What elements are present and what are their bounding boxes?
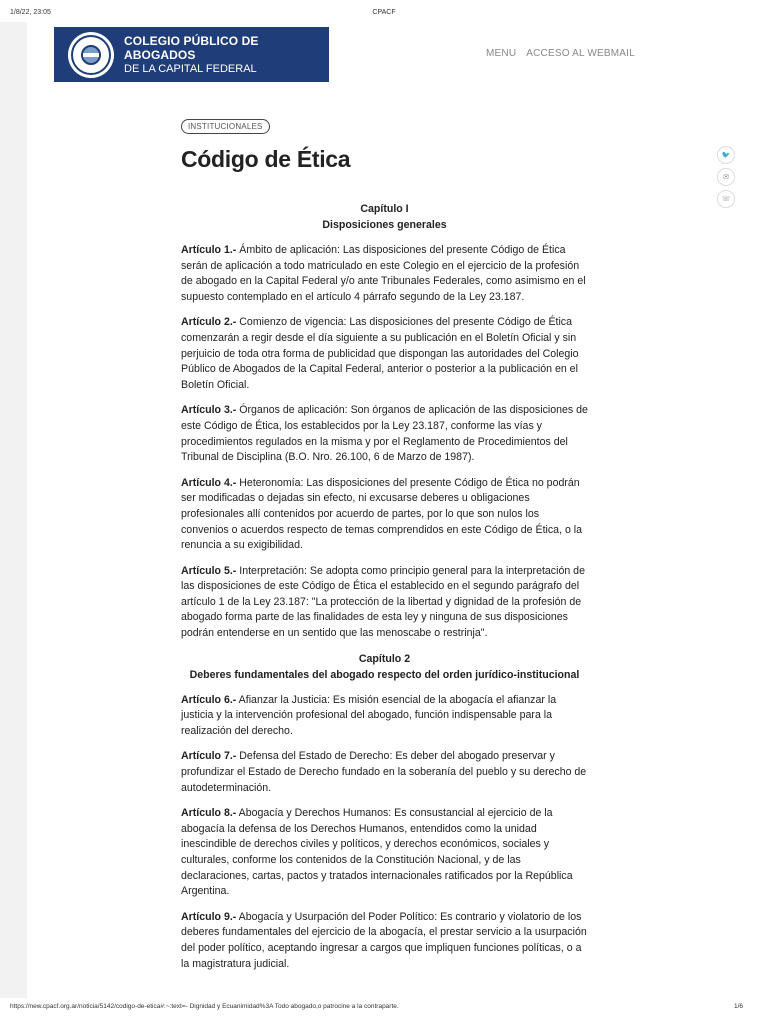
footer-page-number: 1/6 <box>733 1003 743 1010</box>
article-paragraph <box>181 749 588 796</box>
article-body: Interpretación: Se adopta como principio general para la interpretación de las disposiciones de este Código de Ética el establecido en el segundo parágrafo del artículo 1 de la Ley 23.187: "La protección de la libertad y dignidad de la profesión de abogado forma parte de las finalidades de esta ley y ninguna de sus disposiciones podrán entenderse en un sentido que las menoscabe o restrinja". <box>181 564 585 640</box>
chapter-heading <box>181 651 588 683</box>
article-number: Artículo 9.- <box>181 910 237 923</box>
article-number: Artículo 6.- <box>181 693 237 706</box>
coat-of-arms-icon <box>68 32 114 78</box>
print-header <box>0 9 768 21</box>
print-footer <box>0 1003 768 1013</box>
article-body: Ámbito de aplicación: Las disposiciones del presente Código de Ética serán de aplicación a todo matriculado en este Colegio en el ejercicio de la profesión de abogado en la Capital Federal y/o ante Tribunales Federales, como asimismo en el supuesto contemplado en el artículo 4 párrafo segundo de la Ley 23.187. <box>181 244 586 303</box>
article-paragraph <box>181 403 588 465</box>
article-body: Heteronomía: Las disposiciones del presente Código de Ética no podrán ser modificadas o dejadas sin efecto, ni excusarse deberes u obligaciones profesionales allí contenidos por acuerdo de partes, por lo que son nulos los convenios o acuerdos respecto de temas comprendidos en este Código de Ética, o la renuncia a su exigibilidad. <box>181 476 583 552</box>
print-date: 1/8/22, 23:05 <box>10 9 51 16</box>
article-number: Artículo 3.- <box>181 404 237 417</box>
left-margin-shade <box>0 22 27 998</box>
article-paragraph <box>181 315 588 393</box>
logo-text <box>124 34 329 75</box>
article-paragraph <box>181 693 588 740</box>
article-body: Abogacía y Derechos Humanos: Es consustancial al ejercicio de la abogacía la defensa de los Derechos Humanos, entendidos como la unidad inescindible de derechos civiles y políticos, y derechos económicos, sociales y culturales, conforme los contenidos de la Constitución Nacional, y de las declaraciones, cartas, pactos y tratados internacionales ratificados por la República Argentina. <box>181 807 573 898</box>
whatsapp-share-icon[interactable]: ☏ <box>717 190 735 208</box>
article-paragraph <box>181 910 588 972</box>
article-paragraph <box>181 806 588 900</box>
chapter-name: Deberes fundamentales del abogado respecto del orden jurídico-institucional <box>189 668 580 681</box>
chapter-name: Disposiciones generales <box>322 219 447 231</box>
article-paragraph <box>181 564 588 642</box>
article-paragraph <box>181 243 588 305</box>
top-nav <box>486 48 635 59</box>
site-logo[interactable] <box>54 27 329 82</box>
logo-line-2: DE LA CAPITAL FEDERAL <box>124 63 257 75</box>
category-tag[interactable]: INSTITUCIONALES <box>181 119 270 134</box>
menu-link[interactable]: MENU <box>486 48 517 59</box>
article-paragraph <box>181 476 588 554</box>
article-body: Abogacía y Usurpación del Poder Político: Es contrario y violatorio de los deberes fundamentales del ejercicio de la abogacía, el prestar servicio a la usurpación del poder político, aceptando ingresar a cargos que impliquen funciones políticas, o a la magistratura judicial. <box>181 910 587 970</box>
page-title: Código de Ética <box>181 146 351 172</box>
twitter-share-icon[interactable]: 🐦 <box>717 146 735 164</box>
article-number: Artículo 4.- <box>181 476 237 489</box>
chapter-label: Capítulo 2 <box>358 652 411 665</box>
chapter-label: Capítulo I <box>360 203 409 215</box>
article-number: Artículo 2.- <box>181 316 237 329</box>
article-number: Artículo 8.- <box>181 807 237 820</box>
webmail-link[interactable]: ACCESO AL WEBMAIL <box>526 48 635 59</box>
logo-line-1: COLEGIO PÚBLICO DE ABOGADOS <box>124 34 259 62</box>
email-share-icon[interactable]: ✉ <box>717 168 735 186</box>
article-number: Artículo 1.- <box>181 244 237 256</box>
article-body: Órganos de aplicación: Son órganos de aplicación de las disposiciones de este Código de Ética, los establecidos por la Ley 23.187, conforme las vías y procedimientos regulados en la misma y por el Reglamento de Procedimientos del Tribunal de Disciplina (B.O. Nro. 26.100, 6 de Marzo de 1987). <box>181 404 588 464</box>
article-number: Artículo 7.- <box>181 750 237 763</box>
footer-url: https://new.cpacf.org.ar/noticia/5142/codigo-de-etica#:~:text=- Dignidad y Ecuanimidad%3A Todo abogado,o patrocine a la contraparte. <box>10 1003 399 1010</box>
article-body: Defensa del Estado de Derecho: Es deber del abogado preservar y profundizar el Estado de Derecho fundado en la soberanía del pueblo y su derecho de autodeterminación. <box>181 750 587 794</box>
article <box>181 114 588 972</box>
chapter-heading <box>181 201 588 233</box>
article-number: Artículo 5.- <box>181 564 237 577</box>
article-body: Comienzo de vigencia: Las disposiciones del presente Código de Ética comenzarán a regir desde el día siguiente a su publicación en el Boletín Oficial y sin perjuicio de toda otra forma de publicidad que dispongan las autoridades del Colegio Público de Abogados de la Capital Federal, anterior o posterior a la publicación en el Boletín Oficial. <box>181 316 579 391</box>
print-title: CPACF <box>372 9 396 16</box>
article-body: Afianzar la Justicia: Es misión esencial de la abogacía el afianzar la justicia y la intervención profesional del abogado, función indispensable para la realización del derecho. <box>181 693 557 737</box>
